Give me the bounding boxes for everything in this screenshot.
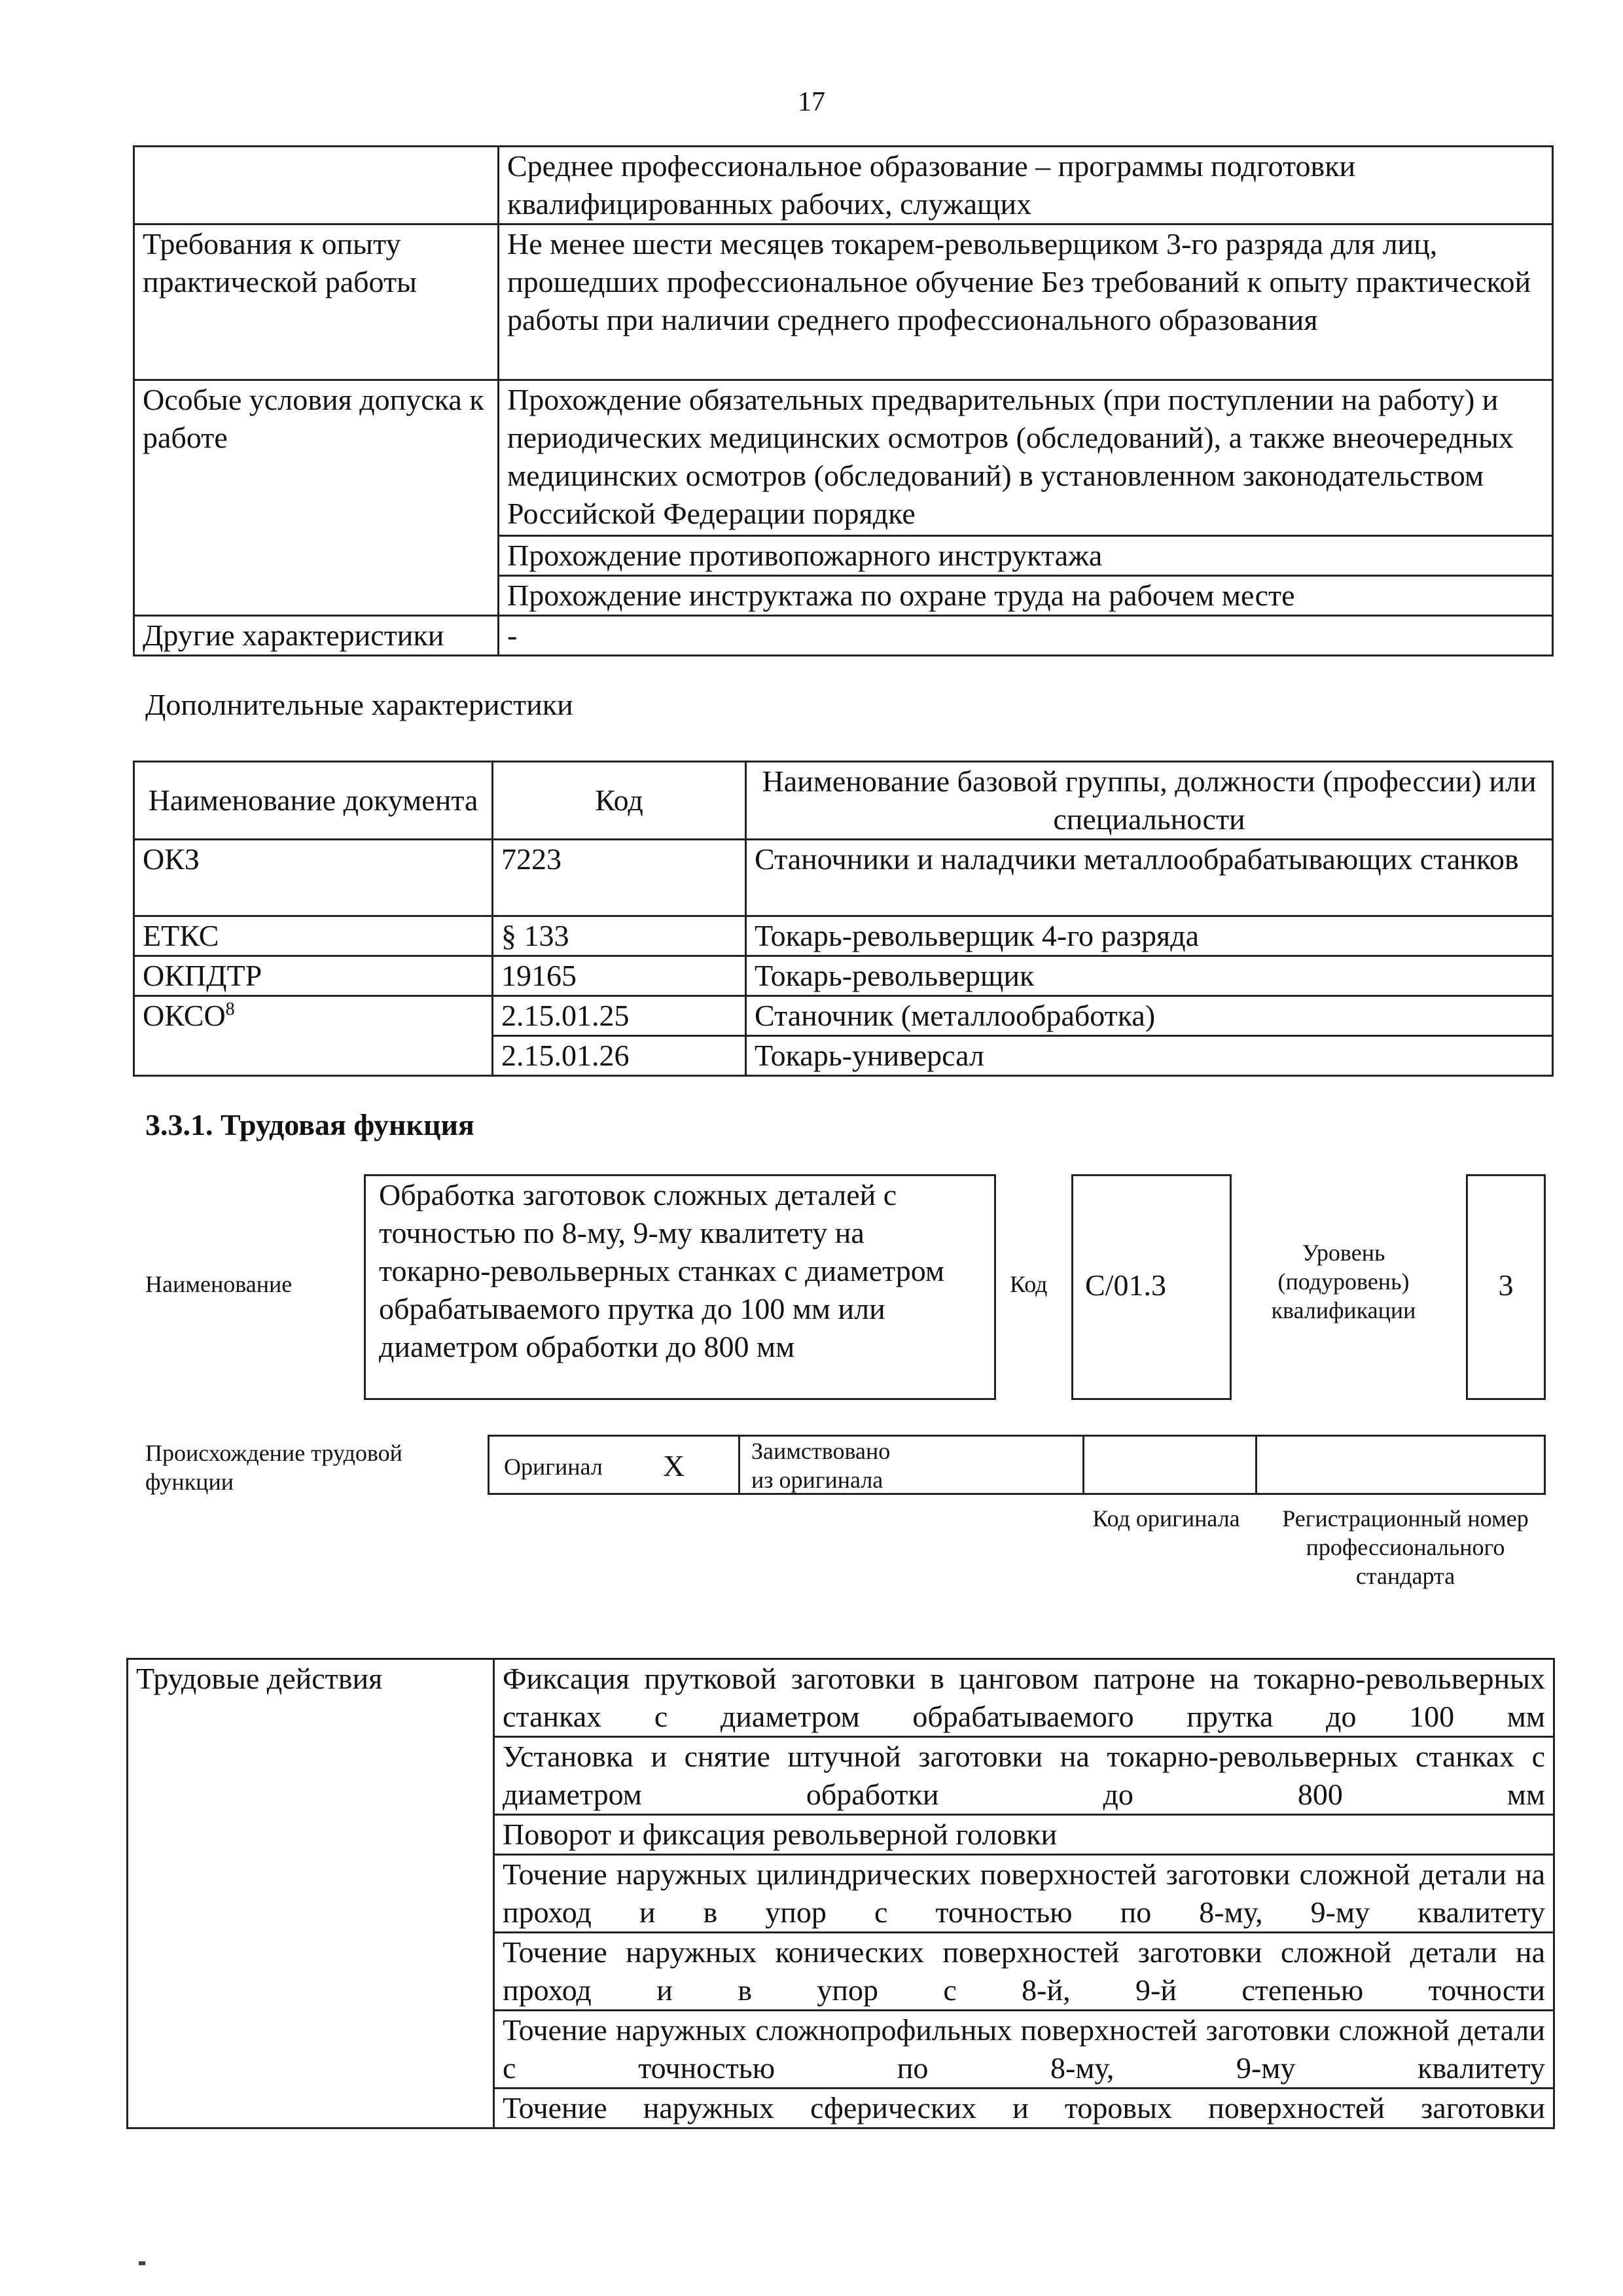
footnote-ref: 8 bbox=[225, 999, 235, 1020]
cell-name: Станочник (металлообработка) bbox=[746, 996, 1553, 1036]
name-label: Наименование bbox=[145, 1271, 293, 1297]
doc-name: ОКСО bbox=[143, 999, 226, 1032]
function-heading: 3.3.1. Трудовая функция bbox=[145, 1108, 474, 1141]
cell-code: 2.15.01.25 bbox=[493, 996, 746, 1036]
table-row bbox=[134, 224, 1553, 380]
page-number: 17 bbox=[798, 87, 825, 117]
function-name-box: Обработка заготовок сложных деталей с точностью по 8-му, 9-му квалитету на токарно-револьверных станках с диаметром обрабатываемого прутка до 100 мм или диаметром обработки до 800 мм bbox=[364, 1174, 996, 1400]
action-item: Точение наружных сложнопрофильных поверхностей заготовки сложной детали с точностью по 8-му, 9-му квалитету bbox=[494, 2011, 1554, 2089]
table-row bbox=[134, 996, 1553, 1036]
origin-label: Происхождение трудовой функции bbox=[145, 1440, 402, 1495]
row-label: Особые условия допуска к работе bbox=[134, 380, 499, 616]
divider bbox=[1255, 1437, 1257, 1493]
action-item: Установка и снятие штучной заготовки на токарно-револьверных станках с диаметром обработки до 800 мм bbox=[494, 1737, 1554, 1815]
table-row bbox=[134, 616, 1553, 656]
row-value: Не менее шести месяцев токарем-револьверщиком 3-го разряда для лиц, прошедших профессиональное обучение Без требований к опыту практической работы при наличии среднего профессионального образования bbox=[499, 224, 1553, 380]
action-item: Поворот и фиксация револьверной головки bbox=[494, 1815, 1554, 1855]
row-value: - bbox=[499, 616, 1553, 656]
cell-doc: ОКЗ bbox=[134, 840, 493, 916]
cell-code: 2.15.01.26 bbox=[493, 1036, 746, 1076]
cell-code: 7223 bbox=[493, 840, 746, 916]
table-row bbox=[134, 956, 1553, 996]
row-value: Прохождение противопожарного инструктажа bbox=[499, 536, 1553, 576]
row-value: Прохождение инструктажа по охране труда на рабочем месте bbox=[499, 576, 1553, 616]
table-row bbox=[134, 380, 1553, 536]
table-row bbox=[134, 916, 1553, 956]
cell-doc: ОКПДТР bbox=[134, 956, 493, 996]
cell-name: Станочники и наладчики металлообрабатывающих станков bbox=[746, 840, 1553, 916]
level-box: 3 bbox=[1466, 1174, 1546, 1400]
action-item: Точение наружных сферических и торовых поверхностей заготовки bbox=[494, 2089, 1554, 2128]
original-mark: X bbox=[663, 1449, 685, 1482]
row-value: Прохождение обязательных предварительных (при поступлении на работу) и периодических медицинских осмотров (обследований), а также внеочередных медицинских осмотров (обследований) в установленном законодательством Российской Федерации порядке bbox=[499, 380, 1553, 536]
cell-code: § 133 bbox=[493, 916, 746, 956]
table-header-row bbox=[134, 762, 1553, 840]
origin-box bbox=[488, 1435, 1546, 1495]
cell-name: Токарь-револьверщик bbox=[746, 956, 1553, 996]
header-code: Код bbox=[493, 762, 746, 840]
row-value: Среднее профессиональное образование – программы подготовки квалифицированных рабочих, служащих bbox=[499, 147, 1553, 224]
cell-doc bbox=[134, 996, 493, 1076]
code-label: Код bbox=[1010, 1271, 1048, 1297]
header-name: Наименование базовой группы, должности (профессии) или специальности bbox=[746, 762, 1553, 840]
divider bbox=[738, 1437, 740, 1493]
borrowed-label: Заимствовано из оригинала bbox=[751, 1438, 891, 1493]
header-doc: Наименование документа bbox=[134, 762, 493, 840]
action-item: Точение наружных конических поверхностей заготовки сложной детали на проход и в упор с 8-й, 9-й степенью точности bbox=[494, 1933, 1554, 2011]
table-row bbox=[128, 1659, 1554, 1737]
scan-artifact bbox=[139, 2261, 145, 2265]
requirements-table bbox=[133, 145, 1554, 656]
cell-name: Токарь-универсал bbox=[746, 1036, 1553, 1076]
original-label: Оригинал bbox=[504, 1454, 603, 1480]
cell-code: 19165 bbox=[493, 956, 746, 996]
level-label: Уровень (подуровень) квалификации bbox=[1271, 1240, 1416, 1323]
table-row bbox=[134, 147, 1553, 224]
action-item: Фиксация прутковой заготовки в цанговом патроне на токарно-револьверных станках с диаметром обрабатываемого прутка до 100 мм bbox=[494, 1659, 1554, 1737]
row-label: Другие характеристики bbox=[134, 616, 499, 656]
additional-table bbox=[133, 761, 1554, 1077]
actions-table bbox=[126, 1658, 1555, 2129]
code-original-caption: Код оригинала bbox=[1092, 1505, 1240, 1532]
actions-label: Трудовые действия bbox=[128, 1659, 494, 2128]
table-row bbox=[134, 840, 1553, 916]
row-label: Требования к опыту практической работы bbox=[134, 224, 499, 380]
additional-title: Дополнительные характеристики bbox=[145, 688, 573, 721]
divider bbox=[1082, 1437, 1084, 1493]
reg-number-caption: Регистрационный номер профессионального стандарта bbox=[1282, 1505, 1529, 1589]
cell-doc: ЕТКС bbox=[134, 916, 493, 956]
action-item: Точение наружных цилиндрических поверхностей заготовки сложной детали на проход и в упор с точностью по 8-му, 9-му квалитету bbox=[494, 1855, 1554, 1933]
row-label bbox=[134, 147, 499, 224]
cell-name: Токарь-револьверщик 4-го разряда bbox=[746, 916, 1553, 956]
function-code-box: C/01.3 bbox=[1071, 1174, 1232, 1400]
